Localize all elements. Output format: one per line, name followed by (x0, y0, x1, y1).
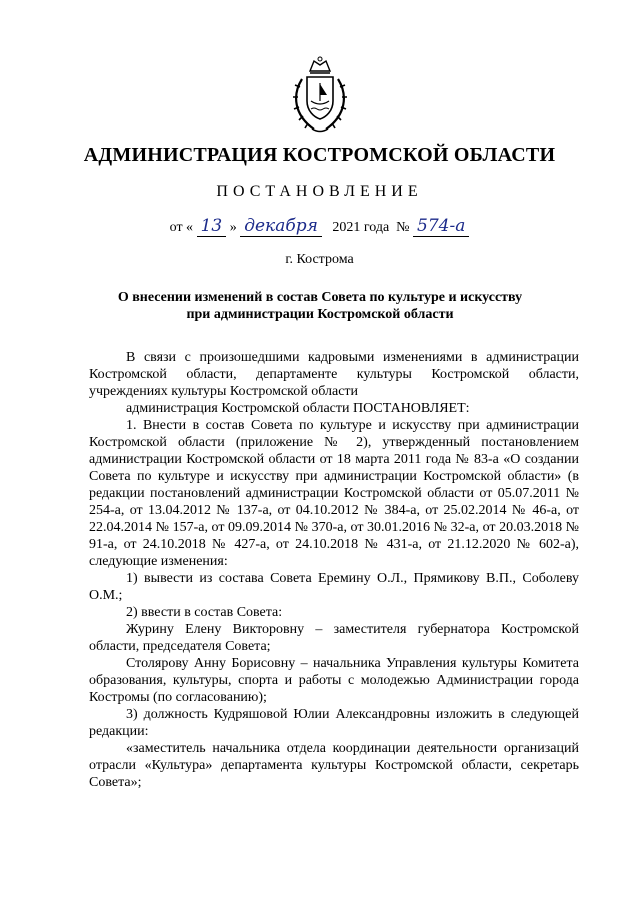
document-body (89, 349, 579, 791)
date-number-line (0, 216, 639, 236)
body-paragraph: В связи с произошедшими кадровыми изменениями в администрации Костромской области, департаменте культуры Костромской области, учреждениях культуры Костромской области (89, 350, 579, 399)
title-line-1: О внесении изменений в состав Совета по культуре и искусству (117, 290, 523, 305)
date-prefix: от « (169, 220, 194, 235)
organization-name: АДМИНИСТРАЦИЯ КОСТРОМСКОЙ ОБЛАСТИ (83, 144, 556, 166)
number-prefix: № (396, 220, 410, 235)
body-paragraph: 2) ввести в состав Совета: (126, 605, 283, 620)
title-line-2: при администрации Костромской области (186, 307, 454, 322)
date-month: декабря (240, 216, 322, 237)
date-day: 13 (197, 216, 227, 237)
body-paragraph: администрация Костромской области ПОСТАНОВЛЯЕТ: (126, 401, 470, 416)
coat-of-arms-emblem (288, 55, 352, 135)
body-paragraph: 1. Внести в состав Совета по культуре и искусству при администрации Костромской области (приложение № 2), утвержденный постановлением администрации Костромской области от 18 марта 2011 года № 83-а «О создании Совета по культуре и искусству при администрации Костромской области» (в редакции постановлений администрации Костромской области от 05.07.2011 № 254-а, от 13.04.2012 № 137-а, от 04.10.2012 № 384-а, от 25.02.2014 № 46-а, от 22.04.2014 № 157-а, от 09.09.2014 № 370-а, от 30.01.2016 № 32-а, от 20.03.2018 № 91-а, от 24.10.2018 № 427-а, от 24.10.2018 № 431-а, от 21.12.2020 № 602-а), следующие изменения: (89, 418, 579, 569)
body-paragraph: Столярову Анну Борисовну – начальника Управления культуры Комитета образования, культуры, спорта и работы с молодежью Администрации города Костромы (по согласованию); (89, 656, 579, 705)
body-paragraph: 1) вывести из состава Совета Еремину О.Л., Прямикову В.П., Соболеву О.М.; (89, 571, 579, 603)
body-paragraph: «заместитель начальника отдела координации деятельности организаций отрасли «Культура» департамента культуры Костромской области, секретарь Совета»; (89, 741, 579, 790)
date-mid: » (229, 220, 237, 235)
body-paragraph: 3) должность Кудряшовой Юлии Александровны изложить в следующей редакции: (89, 707, 579, 739)
body-paragraph: Журину Елену Викторовну – заместителя губернатора Костромской области, председателя Совета; (89, 622, 579, 654)
city-name: г. Кострома (285, 252, 354, 267)
document-title (70, 289, 570, 323)
document-number: 574-а (413, 216, 469, 237)
document-type: ПОСТАНОВЛЕНИЕ (216, 183, 423, 200)
date-year: 2021 года (332, 220, 390, 235)
